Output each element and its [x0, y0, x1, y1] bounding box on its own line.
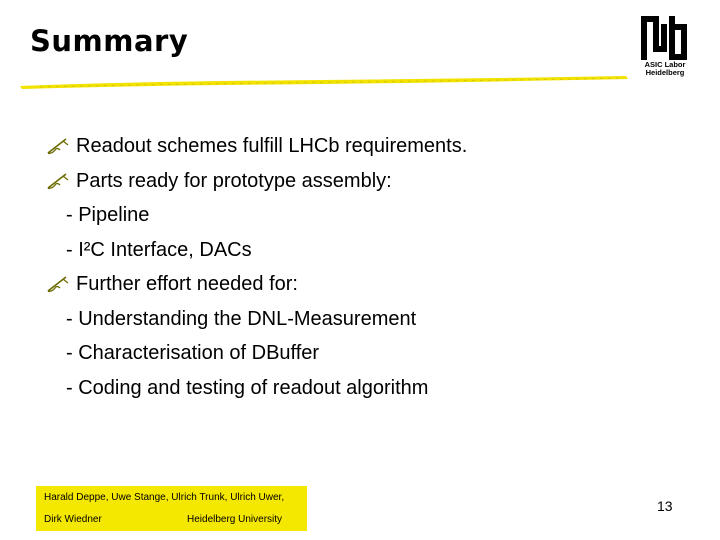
sub-item-line: [46, 371, 467, 406]
pen-bullet-icon: [46, 137, 74, 157]
sub-item-text: - Understanding the DNL-Measurement: [66, 307, 417, 330]
sub-item-text: - Characterisation of DBuffer: [66, 342, 320, 364]
pen-bullet-icon: [46, 275, 74, 295]
title-underline: [0, 70, 720, 100]
sub-item-text: - Coding and testing of readout algorithm: [66, 376, 429, 399]
bullet-text: Parts ready for prototype assembly:: [76, 169, 392, 192]
bullet-line: [46, 129, 467, 164]
slide-title: Summary: [30, 24, 189, 58]
bullet-line: [46, 164, 467, 199]
footer-author-last: Dirk Wiedner: [44, 514, 102, 525]
sub-item-text: - Pipeline: [66, 204, 150, 226]
logo-caption: [640, 61, 690, 77]
sub-item-line: [46, 302, 467, 337]
logo-caption-line2: Heidelberg: [645, 68, 685, 77]
footer-credits-box: [36, 486, 307, 531]
bullet-text: Readout schemes fulfill LHCb requirements.: [76, 135, 468, 157]
logo-caption-line1: ASIC Labor: [644, 60, 686, 69]
bullet-text: Further effort needed for:: [76, 273, 298, 295]
sub-item-line: [46, 198, 467, 233]
bullet-line: [46, 267, 467, 302]
sub-item-text: - I²C Interface, DACs: [66, 238, 252, 261]
page-number: 13: [657, 498, 673, 514]
sub-item-line: [46, 233, 467, 268]
slide-content: [46, 129, 467, 405]
footer-authors: Harald Deppe, Uwe Stange, Ulrich Trunk, Ulrich Uwer,: [44, 492, 285, 503]
footer-institution: Heidelberg University: [187, 514, 283, 525]
pen-bullet-icon: [46, 172, 74, 192]
sub-item-line: [46, 336, 467, 371]
